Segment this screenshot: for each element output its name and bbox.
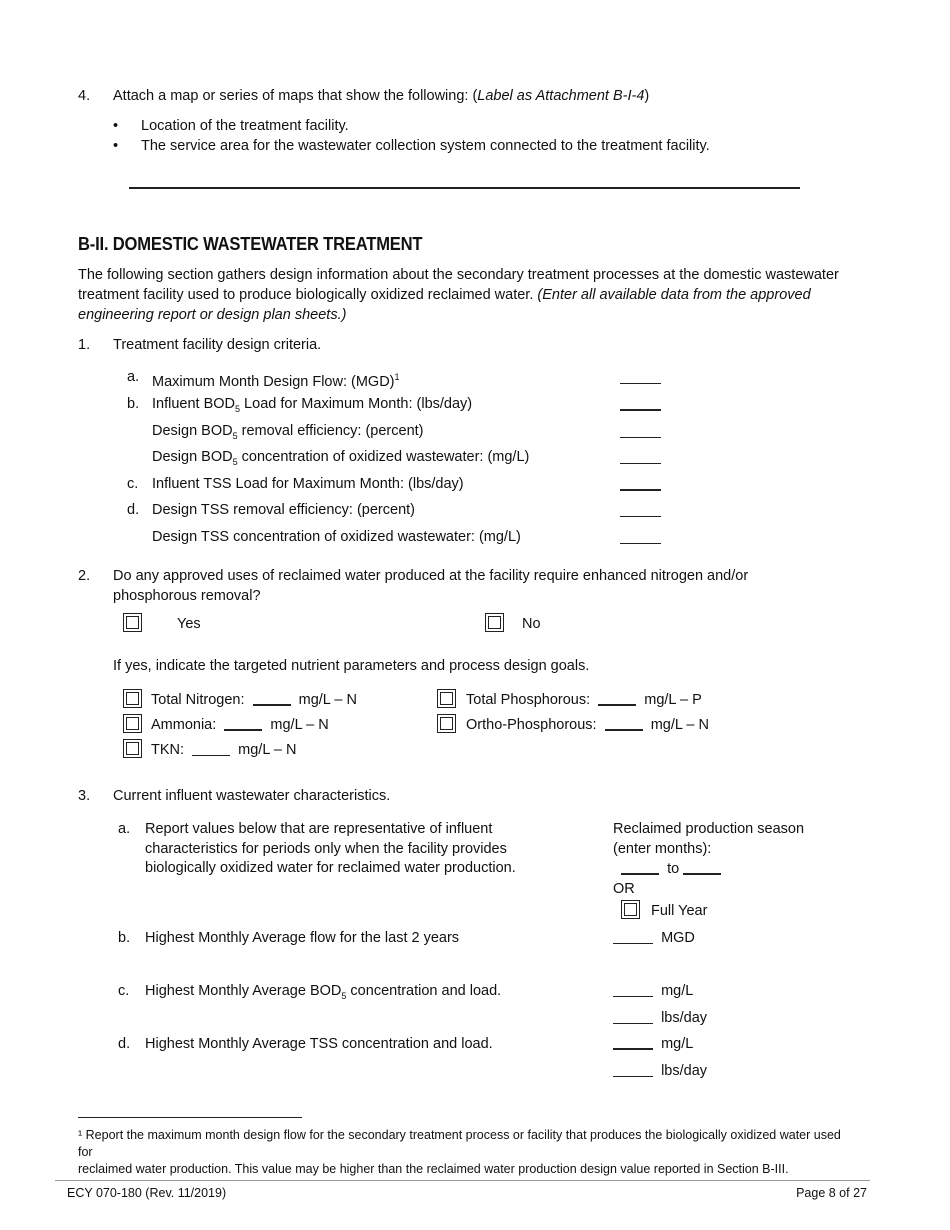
full-year-label: Full Year [651, 903, 708, 919]
tkn-row: TKN: mg/L – N [151, 742, 297, 758]
q1-text: Treatment facility design criteria. [113, 337, 322, 353]
total-nitrogen-row: Total Nitrogen: mg/L – N [151, 692, 357, 708]
q2-text-line1: Do any approved uses of reclaimed water produced at the facility require enhanced nitrogen and/or [113, 568, 749, 584]
q3-d-text: Highest Monthly Average TSS concentration and load. [145, 1036, 493, 1052]
no-label: No [522, 616, 541, 632]
ammonia-row: Ammonia: mg/L – N [151, 717, 329, 733]
q1-number: 1. [78, 337, 91, 353]
ammonia-checkbox[interactable] [123, 714, 142, 733]
q3-b-letter: b. [118, 930, 131, 946]
yes-label: Yes [177, 616, 201, 632]
section-title: B-II. DOMESTIC WASTEWATER TREATMENT [78, 234, 423, 254]
q1-row-letter: a. [127, 369, 140, 385]
season-start-field[interactable] [621, 861, 659, 875]
q2-if-yes-text: If yes, indicate the targeted nutrient parameters and process design goals. [113, 658, 590, 674]
footnote-separator [78, 1117, 302, 1118]
ortho-phosphorous-field[interactable] [605, 717, 643, 731]
tss-mgl-field[interactable] [613, 1036, 653, 1050]
q1-row-a-label: Maximum Month Design Flow: (MGD)$^1$ [152, 372, 400, 390]
bod-concentration-field[interactable] [620, 463, 661, 464]
tss-lbs-field[interactable] [613, 1064, 653, 1077]
tkn-field[interactable] [192, 743, 230, 756]
total-nitrogen-field[interactable] [253, 692, 291, 706]
footer-divider [55, 1180, 870, 1181]
full-year-checkbox[interactable] [621, 900, 640, 919]
bullet-icon: • [113, 138, 119, 154]
monthly-flow-row: MGD [613, 929, 695, 947]
bod-load-row: lbs/day [613, 1009, 707, 1027]
footnote-line1: ¹ Report the maximum month design flow for the secondary treatment process or facility that produces the biologically oxidized water used for [78, 1128, 841, 1159]
q1-row-d-label: Design TSS removal efficiency: (percent) [152, 502, 415, 518]
item-4-number: 4. [78, 88, 91, 104]
q3-text: Current influent wastewater characteristics. [113, 788, 391, 804]
total-phosphorous-row: Total Phosphorous: mg/L – P [466, 692, 702, 708]
bod-concentration-row: mg/L [613, 982, 693, 1000]
total-nitrogen-checkbox[interactable] [123, 689, 142, 708]
section-intro-line1: The following section gathers design information about the secondary treatment processes at the domestic wastewater [78, 267, 839, 283]
total-phosphorous-field[interactable] [598, 692, 636, 706]
bod-removal-efficiency-field[interactable] [620, 437, 661, 438]
q1-row-letter: d. [127, 502, 140, 518]
attachment-line[interactable] [129, 187, 800, 189]
q3-a-line3: biologically oxidized water for reclaimed water production. [145, 860, 516, 876]
no-checkbox[interactable] [485, 613, 504, 632]
q1-row-letter: b. [127, 396, 140, 412]
influent-tss-load-field[interactable] [620, 489, 661, 491]
q3-a-letter: a. [118, 821, 131, 837]
footnote-line2: reclaimed water production. This value may be higher than the reclaimed water production design value reported in Section B-III. [78, 1162, 789, 1176]
form-id: ECY 070-180 (Rev. 11/2019) [67, 1186, 227, 1200]
tss-concentration-row: mg/L [613, 1035, 693, 1053]
max-month-design-flow-field[interactable] [620, 383, 661, 384]
ammonia-field[interactable] [224, 717, 262, 731]
q3-number: 3. [78, 788, 91, 804]
footnote [78, 1127, 848, 1178]
q1-row-bod-removal-label: Design $BOD_5$ removal efficiency: (percent) [152, 423, 424, 441]
tss-load-row: lbs/day [613, 1062, 707, 1080]
q2-text-line2: phosphorous removal? [113, 588, 261, 604]
q3-c-text: Highest Monthly Average $BOD_5$ concentration and load. [145, 983, 502, 1001]
q1-row-c-label: Influent TSS Load for Maximum Month: (lbs/day) [152, 476, 464, 492]
q1-row-letter: c. [127, 476, 139, 492]
influent-bod-load-field[interactable] [620, 409, 661, 411]
season-label-line2: (enter months): [613, 841, 712, 857]
q1-row-b-label: Influent $BOD_5$ Load for Maximum Month: (lbs/day) [152, 396, 473, 414]
q2-number: 2. [78, 568, 91, 584]
bullet-icon: • [113, 118, 119, 134]
item-4-text: Attach a map or series of maps that show the following: (Label as Attachment B-I-4) [113, 88, 650, 104]
section-intro-line3: engineering report or design plan sheets.) [78, 307, 347, 323]
q3-c-letter: c. [118, 983, 130, 999]
q1-row-tss-concentration-label: Design TSS concentration of oxidized wastewater: (mg/L) [152, 529, 521, 545]
q3-d-letter: d. [118, 1036, 131, 1052]
total-phosphorous-checkbox[interactable] [437, 689, 456, 708]
ortho-phosphorous-row: Ortho-Phosphorous: mg/L – N [466, 717, 709, 733]
page-number: Page 8 of 27 [796, 1186, 867, 1200]
tkn-checkbox[interactable] [123, 739, 142, 758]
bod-mgl-field[interactable] [613, 984, 653, 997]
q1-row-bod-concentration-label: Design $BOD_5$ concentration of oxidized wastewater: (mg/L) [152, 449, 530, 467]
q3-a-line2: characteristics for periods only when the facility provides [145, 841, 507, 857]
bullet-item: The service area for the wastewater collection system connected to the treatment facility. [141, 138, 710, 154]
item-4-attachment-label: Label as Attachment B-I-4 [477, 88, 645, 104]
q3-b-text: Highest Monthly Average flow for the last 2 years [145, 930, 460, 946]
bullet-item: Location of the treatment facility. [141, 118, 349, 134]
tss-removal-efficiency-field[interactable] [620, 516, 661, 517]
season-range-row: to [621, 860, 721, 878]
ortho-phosphorous-checkbox[interactable] [437, 714, 456, 733]
season-label-line1: Reclaimed production season [613, 821, 805, 837]
q3-a-line1: Report values below that are representative of influent [145, 821, 493, 837]
monthly-flow-field[interactable] [613, 931, 653, 944]
section-intro-line2: treatment facility used to produce biologically oxidized reclaimed water. (Enter all available data from the approved [78, 287, 811, 303]
or-label: OR [613, 881, 635, 897]
bod-lbs-field[interactable] [613, 1011, 653, 1024]
yes-checkbox[interactable] [123, 613, 142, 632]
season-end-field[interactable] [683, 861, 721, 875]
tss-concentration-field[interactable] [620, 543, 661, 544]
